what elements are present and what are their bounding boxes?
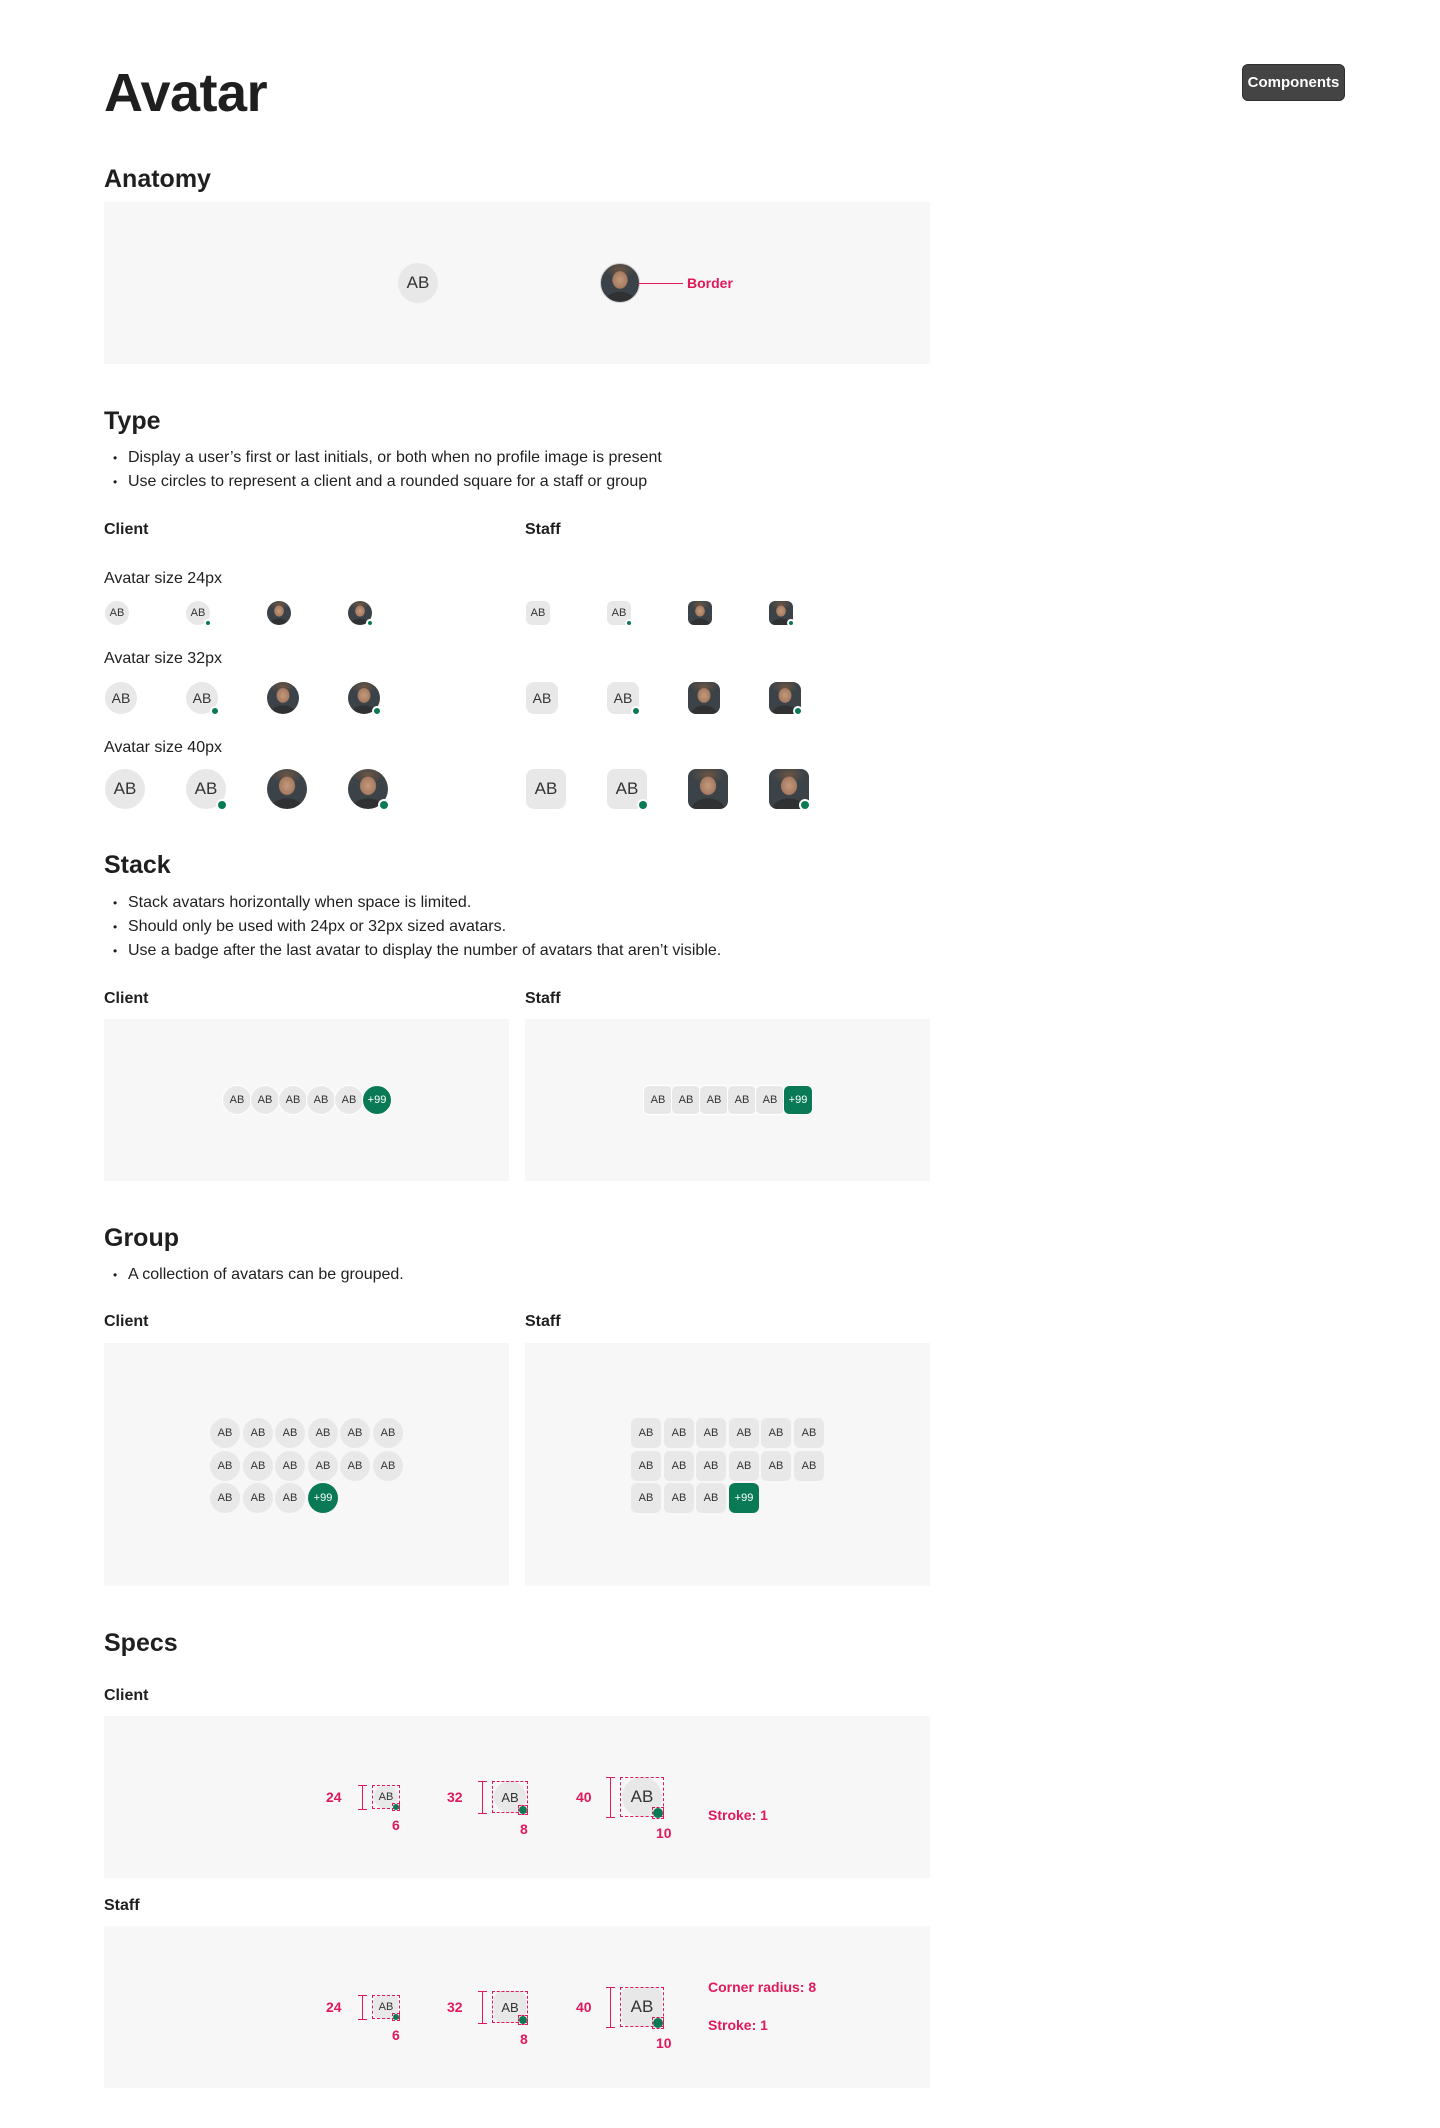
components-button[interactable]: Components bbox=[1242, 64, 1345, 101]
spec-dot-box bbox=[652, 2017, 664, 2029]
type-bullets bbox=[104, 446, 662, 494]
type-bullet: • Display a user’s first or last initials, or both when no profile image is present bbox=[104, 446, 662, 470]
client-avatar-24-initials: AB bbox=[105, 601, 129, 625]
client-avatar-24-initials-with-status: AB bbox=[186, 601, 210, 625]
client-avatar-40-initials-with-status: AB bbox=[186, 769, 226, 809]
height-dimension-cap bbox=[358, 1809, 367, 1810]
stack-bullets bbox=[104, 891, 721, 963]
group-staff-label: Staff bbox=[525, 1313, 561, 1330]
type-client-label: Client bbox=[104, 521, 149, 538]
spec-avatar-40: AB bbox=[622, 1987, 662, 2027]
stack-avatar: AB bbox=[278, 1085, 308, 1115]
stroke-label: Stroke: 1 bbox=[708, 1807, 768, 1823]
height-dimension-cap bbox=[478, 1781, 487, 1782]
height-dimension-cap bbox=[358, 2019, 367, 2020]
size-label-40: Avatar size 40px bbox=[104, 739, 222, 756]
status-dot bbox=[793, 706, 803, 716]
height-dimension-cap bbox=[606, 1817, 615, 1818]
group-avatar: AB bbox=[243, 1418, 273, 1448]
spec-dot-size-label: 8 bbox=[520, 1821, 528, 1837]
group-avatar: AB bbox=[761, 1418, 791, 1448]
group-avatar: AB bbox=[664, 1418, 694, 1448]
stack-avatar: AB bbox=[250, 1085, 280, 1115]
client-avatar-24-photo bbox=[267, 601, 291, 625]
type-bullet: • Use circles to represent a client and a rounded square for a staff or group bbox=[104, 470, 662, 494]
border-pointer-line bbox=[638, 283, 683, 284]
group-count-badge: +99 bbox=[308, 1483, 338, 1513]
group-avatar: AB bbox=[794, 1451, 824, 1481]
spec-dot-box bbox=[652, 1807, 664, 1819]
specs-staff-panel bbox=[104, 1926, 930, 2088]
spec-dot-size-label: 6 bbox=[392, 2027, 400, 2043]
staff-avatar-40-photo bbox=[688, 769, 728, 809]
group-avatar: AB bbox=[210, 1451, 240, 1481]
staff-avatar-32-photo bbox=[688, 682, 720, 714]
group-avatar: AB bbox=[340, 1418, 370, 1448]
group-avatar: AB bbox=[696, 1418, 726, 1448]
stack-avatar: AB bbox=[727, 1085, 757, 1115]
specs-heading: Specs bbox=[104, 1629, 178, 1657]
specs-client-panel bbox=[104, 1716, 930, 1878]
group-avatar: AB bbox=[696, 1451, 726, 1481]
group-avatar: AB bbox=[794, 1418, 824, 1448]
status-dot bbox=[637, 799, 649, 811]
height-dimension-cap bbox=[478, 2023, 487, 2024]
spec-size-label: 24 bbox=[326, 1789, 342, 1805]
staff-avatar-32-initials-with-status: AB bbox=[607, 682, 639, 714]
height-dimension-cap bbox=[358, 1995, 367, 1996]
stack-count-badge: +99 bbox=[362, 1085, 392, 1115]
stack-avatar: AB bbox=[755, 1085, 785, 1115]
size-label-24: Avatar size 24px bbox=[104, 570, 222, 587]
anatomy-photo-avatar bbox=[600, 263, 640, 303]
stack-bullet: • Should only be used with 24px or 32px sized avatars. bbox=[104, 915, 721, 939]
spec-size-label: 32 bbox=[447, 1789, 463, 1805]
client-avatar-40-initials: AB bbox=[105, 769, 145, 809]
group-avatar: AB bbox=[729, 1451, 759, 1481]
spec-dot-box bbox=[518, 1805, 528, 1815]
group-count-badge: +99 bbox=[729, 1483, 759, 1513]
group-avatar: AB bbox=[275, 1483, 305, 1513]
anatomy-initials-avatar: AB bbox=[398, 263, 438, 303]
client-avatar-32-initials: AB bbox=[105, 682, 137, 714]
status-dot bbox=[378, 799, 390, 811]
group-avatar: AB bbox=[761, 1451, 791, 1481]
status-dot bbox=[366, 619, 374, 627]
stroke-label: Stroke: 1 bbox=[708, 2017, 768, 2033]
stack-staff-label: Staff bbox=[525, 990, 561, 1007]
spec-avatar-32: AB bbox=[494, 1781, 526, 1813]
spec-dot-box bbox=[392, 1803, 400, 1811]
group-avatar: AB bbox=[664, 1483, 694, 1513]
type-heading: Type bbox=[104, 407, 161, 435]
group-bullets bbox=[104, 1263, 404, 1287]
status-dot bbox=[204, 619, 212, 627]
height-dimension-cap bbox=[606, 1777, 615, 1778]
group-avatar: AB bbox=[373, 1451, 403, 1481]
stack-bullet: • Use a badge after the last avatar to display the number of avatars that aren’t visible. bbox=[104, 939, 721, 963]
height-dimension-cap bbox=[606, 2027, 615, 2028]
stack-bullet: • Stack avatars horizontally when space is limited. bbox=[104, 891, 721, 915]
specs-client-label: Client bbox=[104, 1687, 149, 1704]
group-avatar: AB bbox=[308, 1418, 338, 1448]
client-avatar-32-initials-with-status: AB bbox=[186, 682, 218, 714]
group-avatar: AB bbox=[243, 1483, 273, 1513]
staff-avatar-24-initials: AB bbox=[526, 601, 550, 625]
group-client-label: Client bbox=[104, 1313, 149, 1330]
spec-size-label: 40 bbox=[576, 1999, 592, 2015]
spec-avatar-24: AB bbox=[374, 1995, 398, 2019]
height-dimension-cap bbox=[358, 1785, 367, 1786]
specs-staff-label: Staff bbox=[104, 1897, 140, 1914]
group-client-panel bbox=[104, 1343, 509, 1586]
page-title: Avatar bbox=[104, 63, 268, 123]
staff-avatar-24-photo bbox=[688, 601, 712, 625]
group-avatar: AB bbox=[210, 1483, 240, 1513]
group-avatar: AB bbox=[664, 1451, 694, 1481]
status-dot bbox=[372, 706, 382, 716]
group-avatar: AB bbox=[308, 1451, 338, 1481]
staff-avatar-32-initials: AB bbox=[526, 682, 558, 714]
border-label: Border bbox=[687, 275, 733, 291]
height-dimension-cap bbox=[478, 1813, 487, 1814]
stack-avatar: AB bbox=[699, 1085, 729, 1115]
status-dot bbox=[210, 706, 220, 716]
spec-dot-box bbox=[392, 2013, 400, 2021]
group-avatar: AB bbox=[275, 1418, 305, 1448]
spec-dot-size-label: 10 bbox=[656, 2035, 672, 2051]
group-heading: Group bbox=[104, 1224, 179, 1252]
group-staff-panel bbox=[525, 1343, 930, 1586]
spec-avatar-32: AB bbox=[494, 1991, 526, 2023]
height-dimension-line bbox=[482, 1781, 483, 1813]
stack-avatar: AB bbox=[306, 1085, 336, 1115]
type-staff-label: Staff bbox=[525, 521, 561, 538]
stack-client-label: Client bbox=[104, 990, 149, 1007]
height-dimension-cap bbox=[606, 1987, 615, 1988]
anatomy-panel bbox=[104, 202, 930, 364]
height-dimension-cap bbox=[478, 1991, 487, 1992]
group-avatar: AB bbox=[631, 1418, 661, 1448]
status-dot bbox=[799, 799, 811, 811]
group-avatar: AB bbox=[243, 1451, 273, 1481]
spec-avatar-40: AB bbox=[622, 1777, 662, 1817]
stack-client-panel bbox=[104, 1019, 509, 1181]
height-dimension-line bbox=[362, 1785, 363, 1809]
spec-dot-size-label: 6 bbox=[392, 1817, 400, 1833]
stack-avatar: AB bbox=[643, 1085, 673, 1115]
group-avatar: AB bbox=[275, 1451, 305, 1481]
height-dimension-line bbox=[482, 1991, 483, 2023]
stack-avatar: AB bbox=[222, 1085, 252, 1115]
stack-avatar: AB bbox=[671, 1085, 701, 1115]
group-avatar: AB bbox=[631, 1451, 661, 1481]
size-label-32: Avatar size 32px bbox=[104, 650, 222, 667]
staff-avatar-40-initials: AB bbox=[526, 769, 566, 809]
stack-count-badge: +99 bbox=[783, 1085, 813, 1115]
spec-dot-box bbox=[518, 2015, 528, 2025]
client-avatar-32-photo bbox=[267, 682, 299, 714]
group-bullet: • A collection of avatars can be grouped. bbox=[104, 1263, 404, 1287]
height-dimension-line bbox=[362, 1995, 363, 2019]
spec-avatar-24: AB bbox=[374, 1785, 398, 1809]
group-avatar: AB bbox=[696, 1483, 726, 1513]
spec-size-label: 32 bbox=[447, 1999, 463, 2015]
group-avatar: AB bbox=[373, 1418, 403, 1448]
status-dot bbox=[625, 619, 633, 627]
corner-radius-label: Corner radius: 8 bbox=[708, 1979, 817, 1995]
client-avatar-40-photo bbox=[267, 769, 307, 809]
group-avatar: AB bbox=[340, 1451, 370, 1481]
group-avatar: AB bbox=[631, 1483, 661, 1513]
stack-staff-panel bbox=[525, 1019, 930, 1181]
group-avatar: AB bbox=[729, 1418, 759, 1448]
status-dot bbox=[216, 799, 228, 811]
staff-avatar-40-initials-with-status: AB bbox=[607, 769, 647, 809]
spec-dot-size-label: 8 bbox=[520, 2031, 528, 2047]
spec-size-label: 40 bbox=[576, 1789, 592, 1805]
height-dimension-line bbox=[610, 1777, 611, 1817]
spec-size-label: 24 bbox=[326, 1999, 342, 2015]
height-dimension-line bbox=[610, 1987, 611, 2027]
stack-avatar: AB bbox=[334, 1085, 364, 1115]
staff-avatar-24-initials-with-status: AB bbox=[607, 601, 631, 625]
anatomy-heading: Anatomy bbox=[104, 165, 211, 193]
status-dot bbox=[787, 619, 795, 627]
spec-dot-size-label: 10 bbox=[656, 1825, 672, 1841]
group-avatar: AB bbox=[210, 1418, 240, 1448]
status-dot bbox=[631, 706, 641, 716]
stack-heading: Stack bbox=[104, 851, 171, 879]
